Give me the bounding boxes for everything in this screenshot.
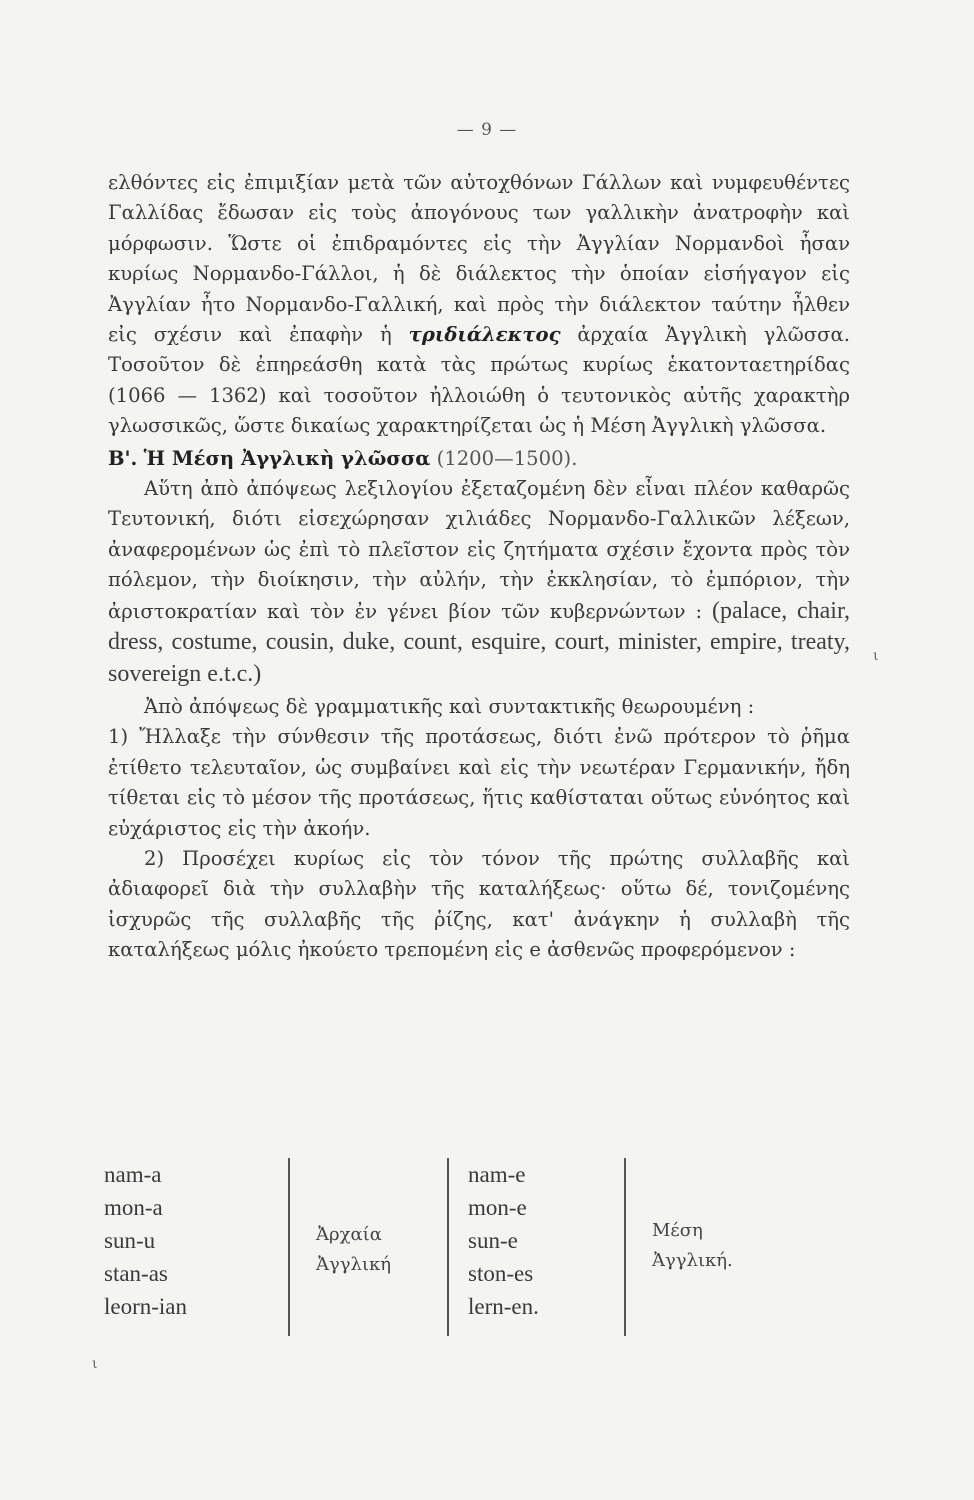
middle-english-column [468,1158,539,1323]
old-english-word: stan-as [104,1261,168,1286]
middle-english-word: mon-e [468,1195,527,1220]
old-english-word: mon-a [104,1195,163,1220]
margin-mark: ι [873,648,879,664]
label-line: Ἀρχαία [316,1224,382,1245]
numbered-paragraph: 2) Προσέχει κυρίως εἰς τὸν τόνον τῆς πρώτης συλλαβῆς καὶ ἀδιαφορεῖ διὰ τὴν συλλαβὴν τῆς καταλήξεως· οὕτω δέ, τονιζομένης ἰσχυρῶς τῆς συλλαβῆς τῆς ῥίζης, κατ' ἀνάγκην ἡ συλλαβὴ τῆς καταλήξεως μόλις ἠκούετο τρεπομένη εἰς e ἀσθενῶς προφερόμενον : [108,846,850,962]
old-english-column [104,1158,187,1323]
old-english-label [316,1220,391,1280]
paragraph-text: Αὕτη ἀπὸ ἀπόψεως λεξιλογίου ἐξεταζομένη δὲν εἶναι πλέον καθαρῶς Τευτονική, διότι εἰσεχώρησαν χιλιάδες Νορμανδο-Γαλλικῶν λέξεων, ἀναφερομένων ὡς ἐπὶ τὸ πλεῖστον εἰς ζητήματα σχέσιν ἔχοντα πρὸς τὸν πόλεμον, τὴν διοίκησιν, τὴν αὐλήν, τὴν ἐκκλησίαν, τὸ ἐμπόριον, τὴν ἀριστοκρατίαν καὶ τὸν ἐν γένει βίον τῶν κυβερνώντων : [108,477,850,623]
label-line: Μέση [652,1220,703,1241]
section-title: Ἡ Μέση Ἀγγλικὴ γλῶσσα [143,446,431,470]
emphasized-term: τριδιάλεκτος [408,323,561,347]
paragraph-text: ελθόντες εἰς ἐπιμιξίαν μετὰ τῶν αὐτοχθόνων Γάλλων καὶ νυμφευθέντες Γαλλίδας ἔδωσαν εἰς τοὺς ἀπογόνους των γαλλικὴν ἀνατροφὴν καὶ μόρφωσιν. Ὥστε οἱ ἐπιδραμόντες εἰς τὴν Ἀγγλίαν Νορμανδοὶ ἦσαν κυρίως Νορμανδο-Γάλλοι, ἡ δὲ διάλεκτος τὴν ὁποίαν εἰσήγαγον εἰς Ἀγγλίαν ἦτο Νορμανδο-Γαλλική, καὶ πρὸς τὴν διάλεκτον ταύτην ἦλθεν εἰς σχέσιν καὶ ἐπαφὴν ἡ [108,171,850,347]
section-heading [108,444,850,474]
word-comparison-table [104,1158,804,1343]
middle-english-word: nam-e [468,1162,526,1187]
paragraph-text: ἀρχαία Ἀγγλικὴ γλῶσσα. Τοσοῦτον δὲ ἐπηρεάσθη κατὰ τὰς πρώτως κυρίως ἑκατονταετηρίδας (1066 — 1362) καὶ τοσοῦτον ἠλλοιώθη ὁ τευτονικὸς αὐτῆς χαρακτὴρ γλωσσικῶς, ὥστε δικαίως χαρακτηρίζεται ὡς ἡ Μέση Ἀγγλικὴ γλῶσσα. [108,323,850,438]
section-date-range: (1200—1500). [436,446,578,470]
margin-mark: ι [92,1356,98,1372]
middle-english-word: lern-en. [468,1294,539,1319]
old-english-word: nam-a [104,1162,162,1187]
section-number: Β'. [108,446,138,470]
paragraph: Ἀπὸ ἀπόψεως δὲ γραμματικῆς καὶ συντακτικῆς θεωρουμένη : [144,694,755,718]
label-line: Ἀγγλική [316,1254,392,1275]
table-divider [288,1158,290,1336]
paragraph [108,168,850,442]
english-word-examples: (palace, chair, dress, costume, cousin, duke, count, esquire, court, minister, empire, treaty, sovereign e.t.c.) [108,597,850,687]
numbered-paragraph: 1) Ἤλλαξε τὴν σύνθεσιν τῆς προτάσεως, διότι ἐνῶ πρότερον τὸ ῥῆμα ἐτίθετο τελευταῖον, ὡς συμβαίνει καὶ εἰς τὴν νεωτέραν Γερμανικήν, ἤδη τίθεται εἰς τὸ μέσον τῆς προτάσεως, ἥτις καθίσταται οὕτως εὐνόητος καὶ εὐχάριστος εἰς τὴν ἀκοήν. [108,725,850,840]
middle-english-word: ston-es [468,1261,534,1286]
paragraph [108,474,850,690]
middle-english-word: sun-e [468,1228,518,1253]
body-text [108,168,850,966]
middle-english-label [652,1216,733,1276]
table-divider [447,1158,449,1336]
old-english-word: sun-u [104,1228,156,1253]
table-divider [624,1158,626,1336]
label-line: Ἀγγλική. [652,1250,733,1271]
old-english-word: leorn-ian [104,1294,188,1319]
page-number: — 9 — [456,120,518,140]
